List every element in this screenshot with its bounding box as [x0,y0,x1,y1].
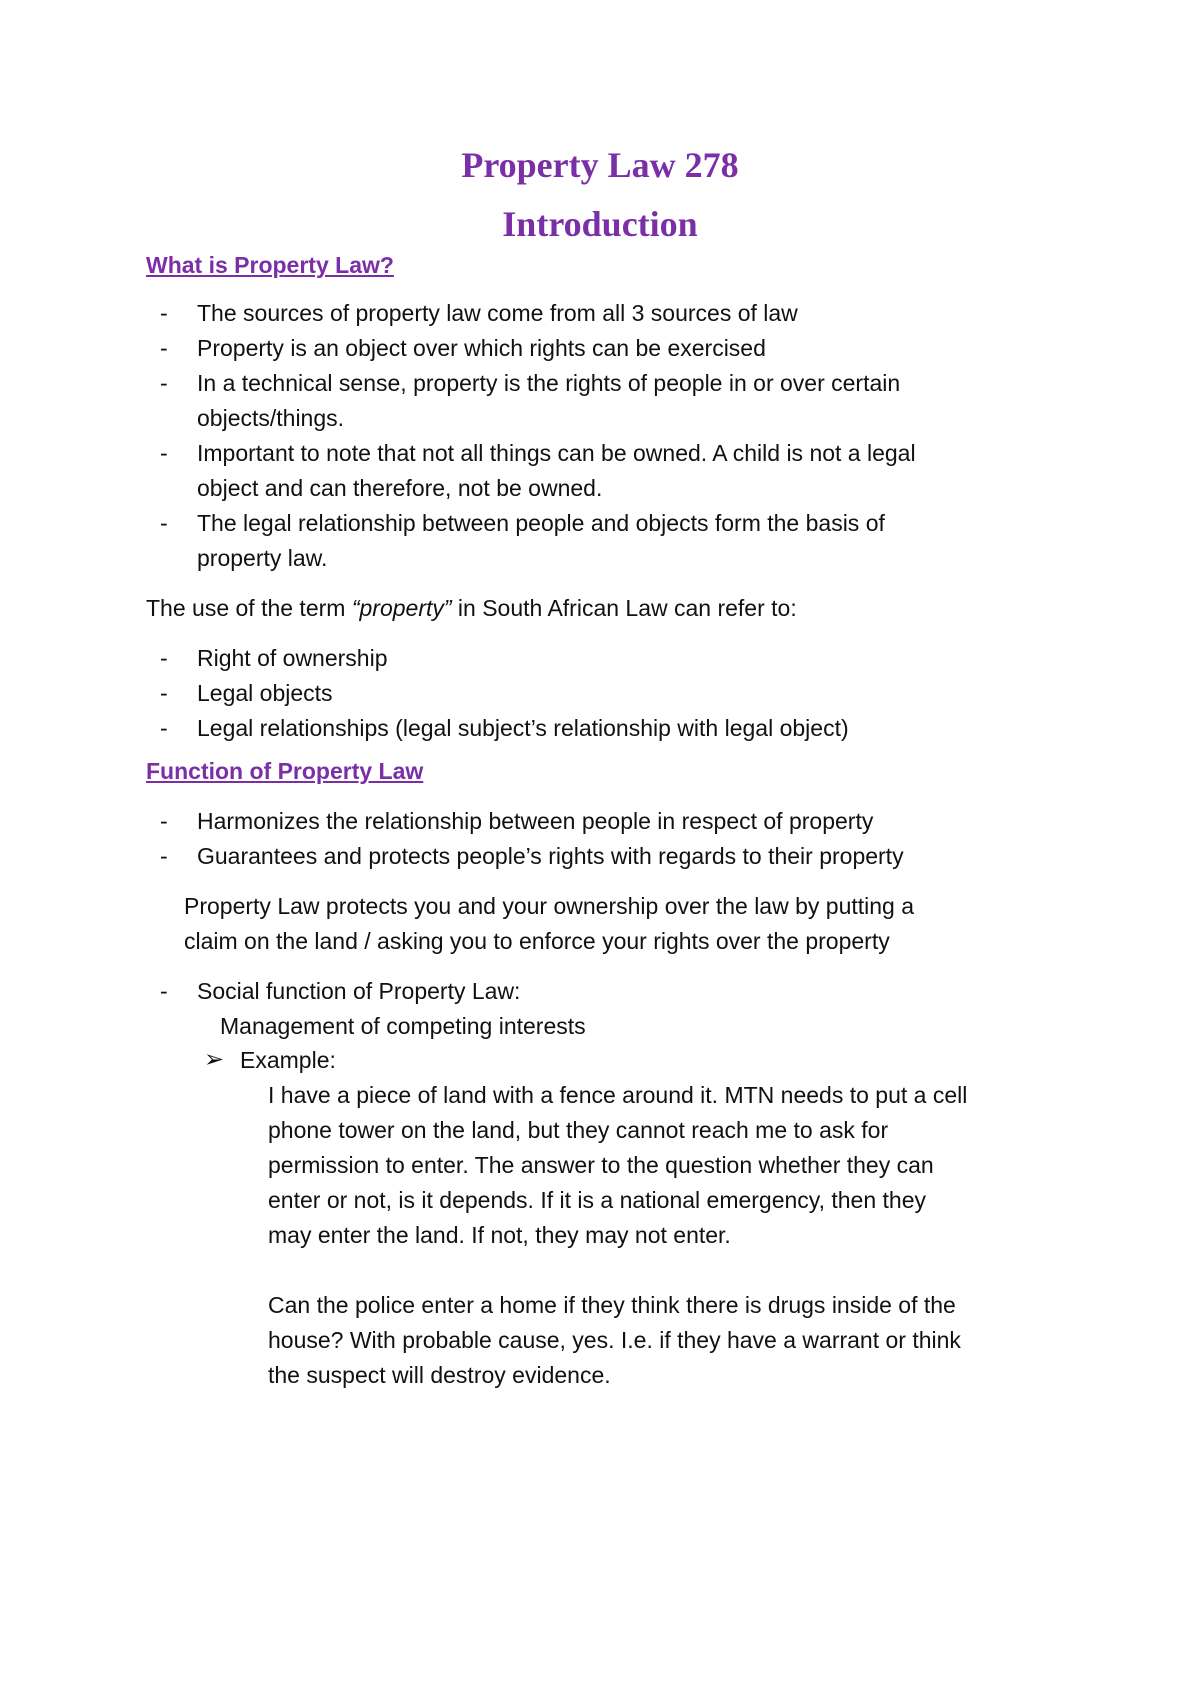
term-bullet-text: Right of ownership [197,645,388,671]
document-title: Property Law 278 [461,145,739,185]
social-function-subtext: Management of competing interests [220,1013,586,1039]
term-word: “property” [351,595,452,621]
bullet-text-continued: object and can therefore, not be owned. [197,475,603,501]
section-heading-what-is-property-law: What is Property Law? [146,252,394,278]
example-line: house? With probable cause, yes. I.e. if they have a warrant or think [268,1327,961,1353]
arrow-bullet-icon: ➢ [204,1046,225,1073]
paragraph-line: Property Law protects you and your ownership over the law by putting a [184,893,915,919]
bullet-dash: - [160,808,168,834]
bullet-text: The sources of property law come from all 3 sources of law [197,300,798,326]
bullet-dash: - [160,300,168,326]
bullet-dash: - [160,645,168,671]
bullet-dash: - [160,370,168,396]
bullet-dash: - [160,715,168,741]
term-intro-before: The use of the term [146,595,352,621]
term-intro-paragraph [146,592,797,624]
example-line: Can the police enter a home if they think there is drugs inside of the [268,1292,956,1318]
term-bullet-text: Legal objects [197,680,333,706]
bullet-dash: - [160,510,168,536]
term-intro-after: in South African Law can refer to: [451,595,797,621]
bullet-dash: - [160,680,168,706]
bullet-text: Important to note that not all things can be owned. A child is not a legal [197,440,916,466]
bullet-text: Property is an object over which rights can be exercised [197,335,766,361]
bullet-dash: - [160,843,168,869]
section-heading-function-of-property-law: Function of Property Law [146,758,424,784]
example-line: the suspect will destroy evidence. [268,1362,611,1388]
bullet-text: Guarantees and protects people’s rights with regards to their property [197,843,904,869]
bullet-text: The legal relationship between people and objects form the basis of [197,510,885,536]
example-label: Example: [240,1047,336,1073]
bullet-text: Harmonizes the relationship between people in respect of property [197,808,874,834]
example-line: may enter the land. If not, they may not enter. [268,1222,731,1248]
bullet-text: In a technical sense, property is the rights of people in or over certain [197,370,901,396]
term-bullet-text: Legal relationships (legal subject’s relationship with legal object) [197,715,849,741]
bullet-dash: - [160,335,168,361]
bullet-text-continued: property law. [197,545,328,571]
example-line: phone tower on the land, but they cannot reach me to ask for [268,1117,889,1143]
social-function-bullet: Social function of Property Law: [197,978,521,1004]
bullet-dash: - [160,440,168,466]
example-line: permission to enter. The answer to the question whether they can [268,1152,934,1178]
document-subtitle: Introduction [502,204,698,244]
paragraph-line: claim on the land / asking you to enforce your rights over the property [184,928,890,954]
bullet-dash: - [160,978,168,1004]
example-line: I have a piece of land with a fence around it. MTN needs to put a cell [268,1082,968,1108]
example-line: enter or not, is it depends. If it is a national emergency, then they [268,1187,927,1213]
bullet-text-continued: objects/things. [197,405,345,431]
